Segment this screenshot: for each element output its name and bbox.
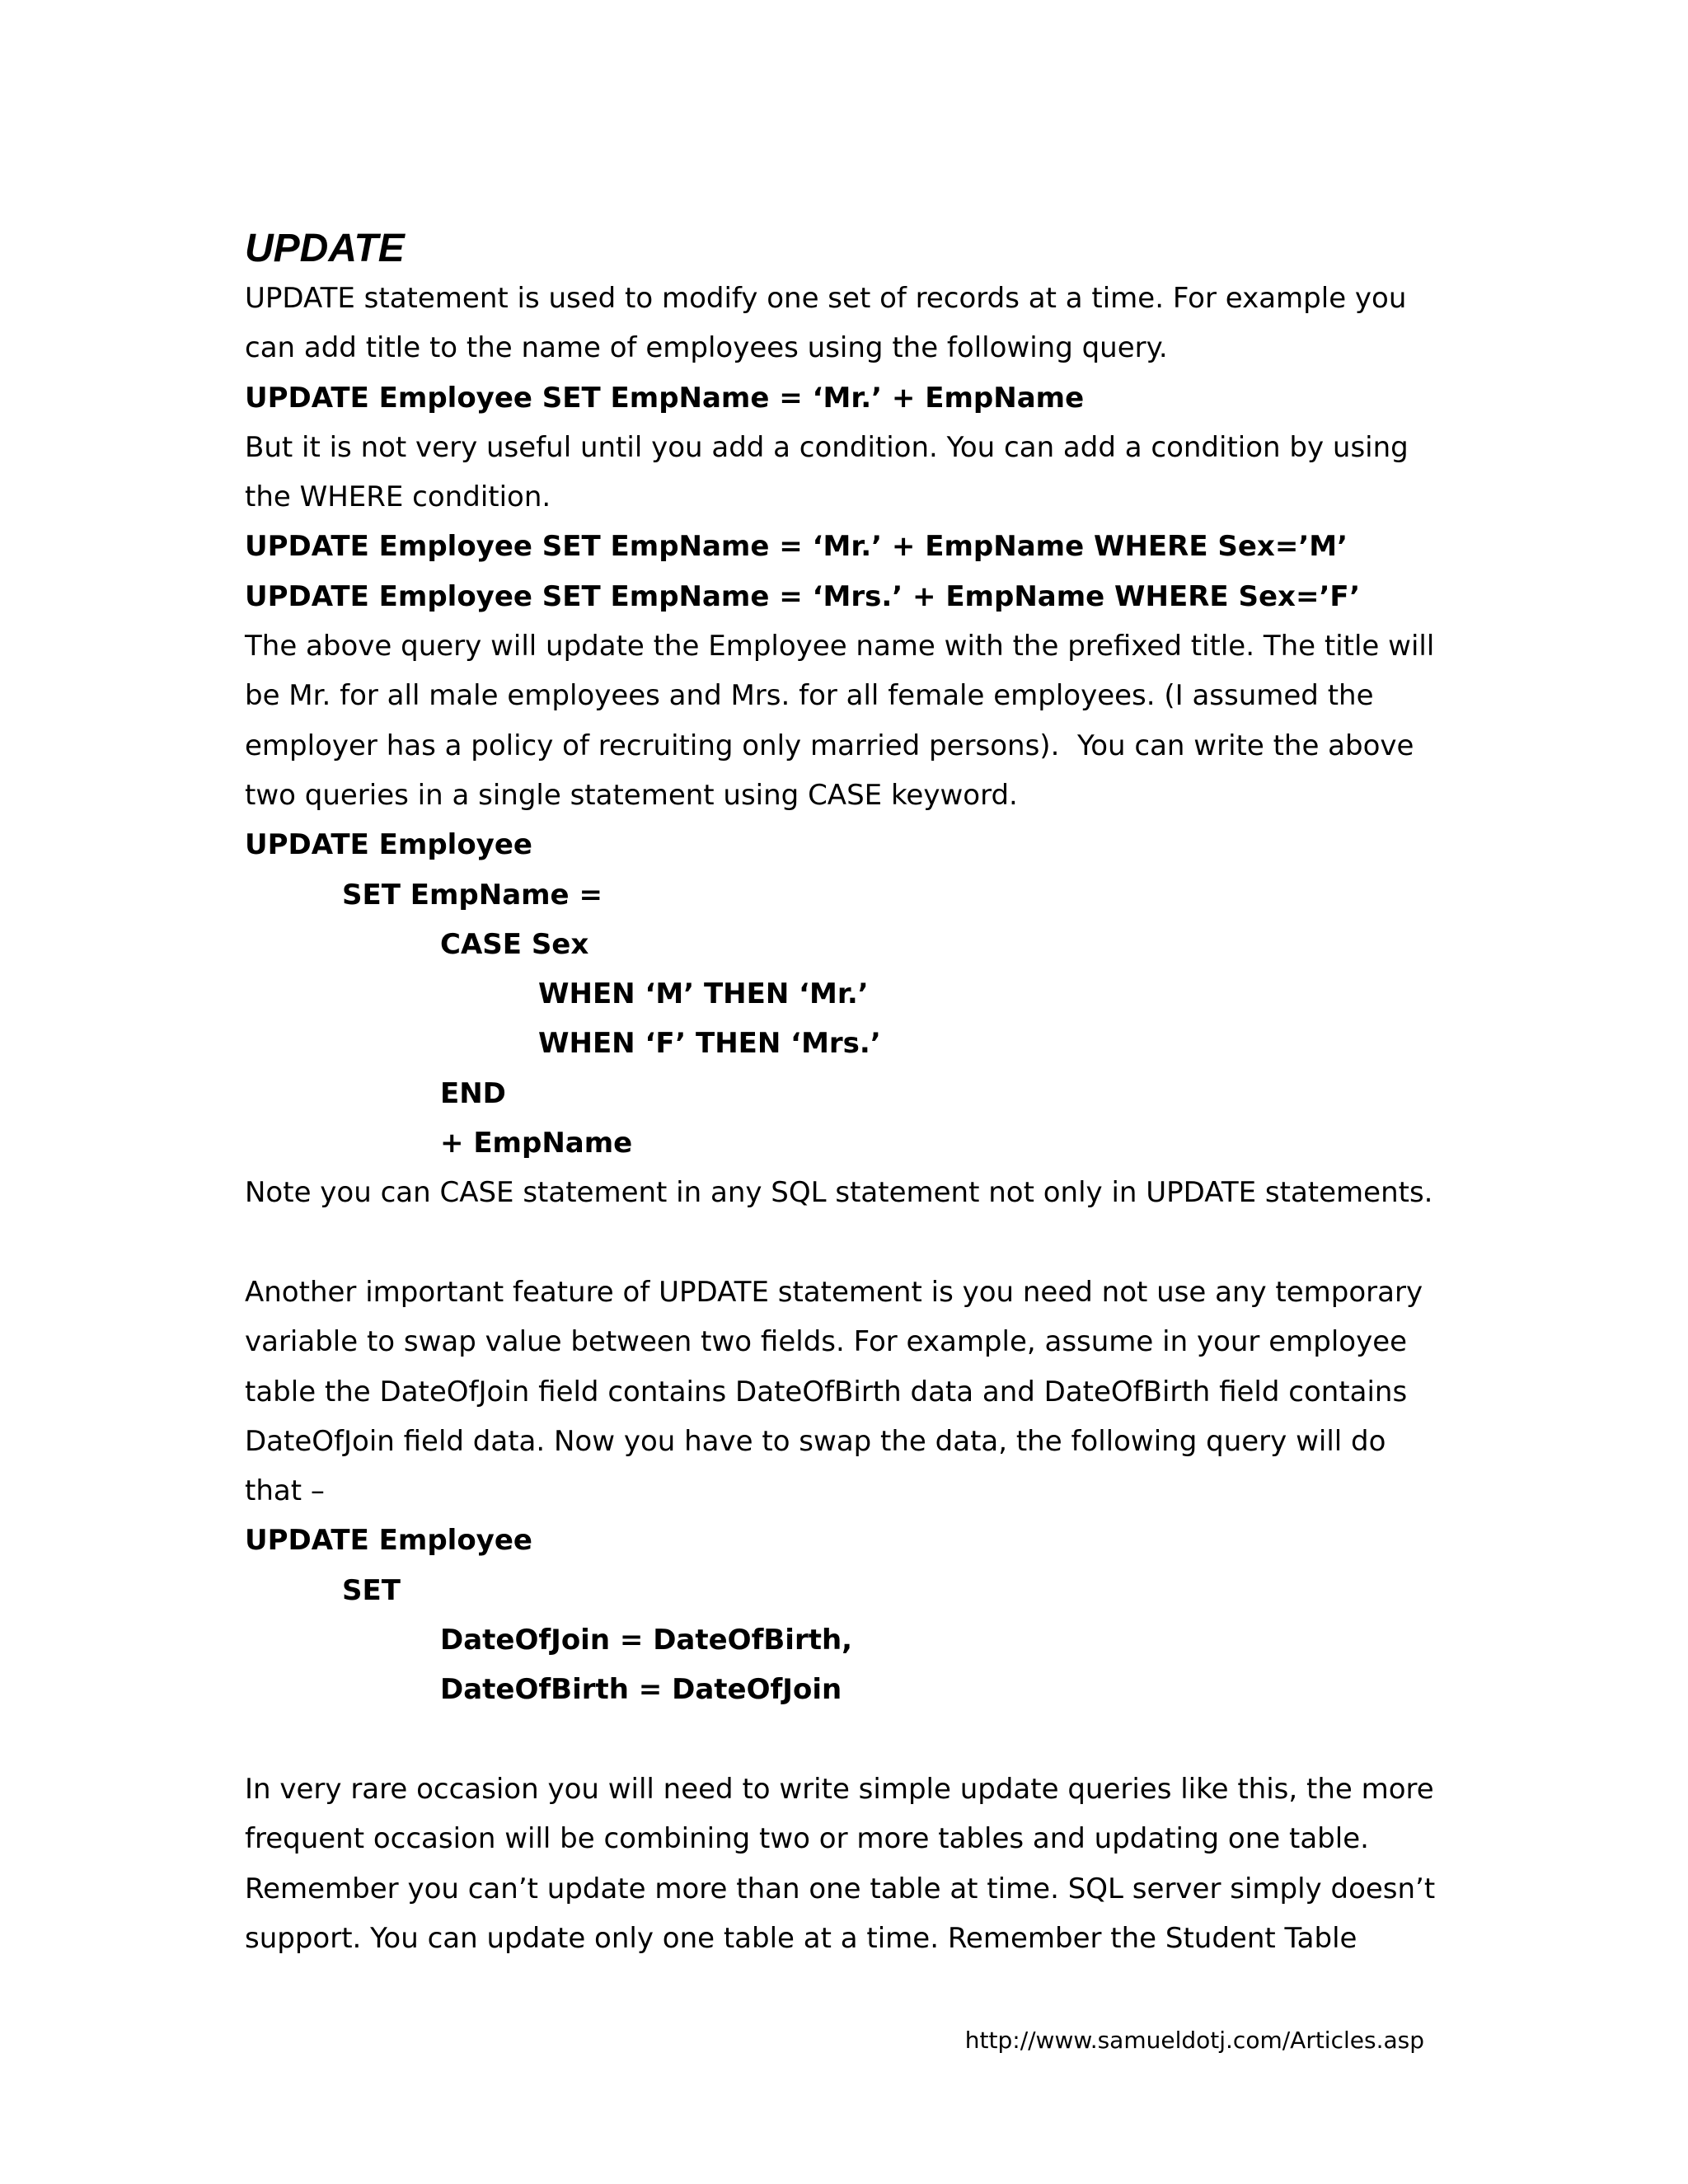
page-body <box>245 224 1448 1963</box>
sql-query-line: WHEN ‘M’ THEN ‘Mr.’ <box>538 977 869 1011</box>
blank-line <box>245 1715 1448 1765</box>
sql-query-line: WHEN ‘F’ THEN ‘Mrs.’ <box>538 1027 881 1061</box>
section-heading: UPDATE <box>245 227 405 270</box>
paragraph-line: variable to swap value between two fields. For example, assume in your employee <box>245 1325 1408 1359</box>
paragraph-line: UPDATE statement is used to modify one set of records at a time. For example you <box>245 282 1407 315</box>
sql-query-line: SET <box>342 1573 401 1607</box>
footer-url: http://www.samueldotj.com/Articles.asp <box>964 2027 1424 2054</box>
paragraph-line: frequent occasion will be combining two or more tables and updating one table. <box>245 1822 1369 1856</box>
paragraph-line: be Mr. for all male employees and Mrs. for all female employees. (I assumed the <box>245 679 1374 713</box>
paragraph-line: But it is not very useful until you add a condition. You can add a condition by using <box>245 430 1409 464</box>
paragraph-line: table the DateOfJoin field contains DateOfBirth data and DateOfBirth field contains <box>245 1375 1408 1408</box>
sql-query-line: UPDATE Employee SET EmpName = ‘Mrs.’ + EmpName WHERE Sex=’F’ <box>245 579 1361 613</box>
paragraph-line: In very rare occasion you will need to write simple update queries like this, the more <box>245 1772 1434 1806</box>
sql-query-line: DateOfBirth = DateOfJoin <box>440 1673 842 1707</box>
paragraph-line: that – <box>245 1474 325 1508</box>
sql-query-line: UPDATE Employee SET EmpName = ‘Mr.’ + EmpName WHERE Sex=’M’ <box>245 530 1348 564</box>
paragraph-line: support. You can update only one table at a time. Remember the Student Table <box>245 1921 1357 1955</box>
paragraph-line: Note you can CASE statement in any SQL statement not only in UPDATE statements. <box>245 1176 1433 1210</box>
paragraph-line: two queries in a single statement using CASE keyword. <box>245 778 1018 812</box>
paragraph-line: can add title to the name of employees using the following query. <box>245 331 1168 365</box>
paragraph-line: The above query will update the Employee name with the prefixed title. The title will <box>245 630 1435 663</box>
sql-query-line: UPDATE Employee SET EmpName = ‘Mr.’ + EmpName <box>245 381 1085 415</box>
sql-query-line: CASE Sex <box>440 927 589 961</box>
paragraph-line: the WHERE condition. <box>245 480 551 514</box>
sql-query-line: DateOfJoin = DateOfBirth, <box>440 1624 853 1657</box>
sql-query-line: + EmpName <box>440 1127 633 1160</box>
blank-line <box>245 1218 1448 1268</box>
paragraph-line: Remember you can’t update more than one table at time. SQL server simply doesn’t <box>245 1872 1436 1905</box>
sql-query-line: UPDATE Employee <box>245 828 532 862</box>
paragraph-line: Another important feature of UPDATE statement is you need not use any temporary <box>245 1275 1423 1309</box>
sql-query-line: END <box>440 1076 506 1110</box>
sql-query-line: UPDATE Employee <box>245 1524 532 1558</box>
paragraph-line: employer has a policy of recruiting only married persons). You can write the above <box>245 729 1414 762</box>
paragraph-line: DateOfJoin field data. Now you have to swap the data, the following query will do <box>245 1424 1386 1458</box>
sql-query-line: SET EmpName = <box>342 878 603 912</box>
